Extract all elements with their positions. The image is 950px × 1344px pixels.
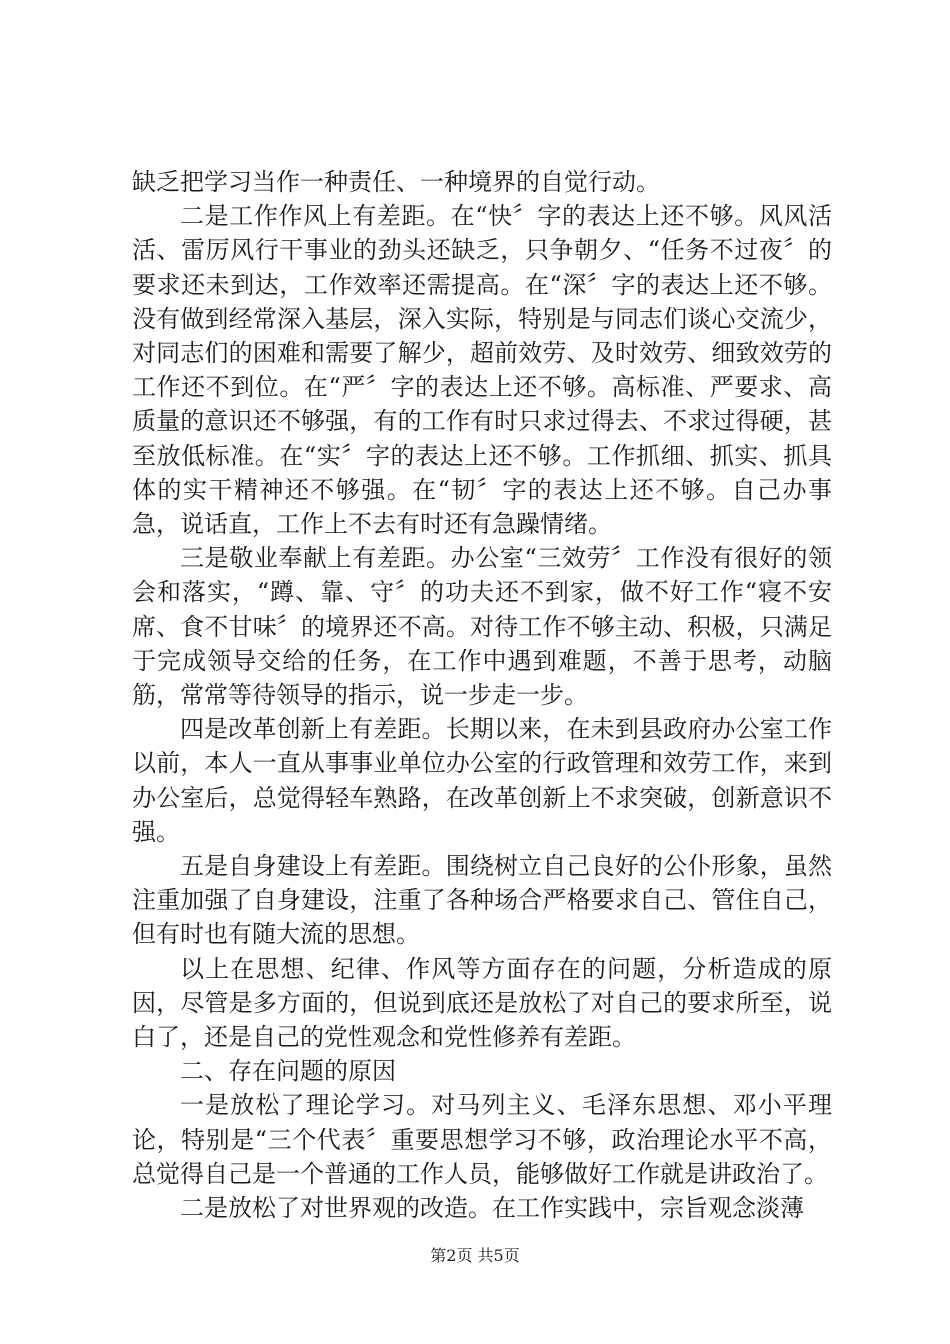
document-body	[132, 165, 832, 1225]
paragraph-theory-study: 一是放松了理论学习。对马列主义、毛泽东思想、邓小平理论，特别是“三个代表〞重要思想学习不够，政治理论水平不高，总觉得自己是一个普通的工作人员，能够做好工作就是讲政治了。	[132, 1091, 832, 1188]
section-heading-causes: 二、存在问题的原因	[180, 1057, 396, 1086]
paragraph-work-style: 二是工作作风上有差距。在“快〞字的表达上还不够。风风活活、雷厉风行干事业的劲头还缺乏，只争朝夕、“任务不过夜〞的要求还未到达，工作效率还需提高。在“深〞字的表达上还不够。没有做到经常深入基层，深入实际，特别是与同志们谈心交流少，对同志们的困难和需要了解少，超前效劳、及时效劳、细致效劳的工作还不到位。在“严〞字的表达上还不够。高标准、严要求、高质量的意识还不够强，有的工作有时只求过得去、不求过得硬，甚至放低标准。在“实〞字的表达上还不够。工作抓细、抓实、抓具体的实干精神还不够强。在“韧〞字的表达上还不够。自己办事急，说话直，工作上不去有时还有急躁情绪。	[132, 202, 832, 539]
paragraph-continuation: 缺乏把学习当作一种责任、一种境界的自觉行动。	[132, 168, 660, 196]
paragraph-dedication: 三是敬业奉献上有差距。办公室“三效劳〞工作没有很好的领会和落实，“蹲、靠、守〞的功夫还不到家，做不好工作“寝不安席、食不甘味〞的境界还不高。对待工作不够主动、积极，只满足于完成领导交给的任务，在工作中遇到难题，不善于思考，动脑筋，常常等待领导的指示，说一步走一步。	[132, 544, 832, 710]
paragraph-self-building: 五是自身建设上有差距。围绕树立自己良好的公仆形象，虽然注重加强了自身建设，注重了各种场合严格要求自己、管住自己，但有时也有随大流的思想。	[132, 852, 832, 949]
paragraph-summary: 以上在思想、纪律、作风等方面存在的问题，分析造成的原因，尽管是多方面的，但说到底还是放松了对自己的要求所至，说白了，还是自己的党性观念和党性修养有差距。	[132, 954, 832, 1052]
paragraph-worldview: 二是放松了对世界观的改造。在工作实践中，宗旨观念淡薄	[180, 1194, 804, 1223]
paragraph-innovation: 四是改革创新上有差距。长期以来，在未到县政府办公室工作以前，本人一直从事事业单位办公室的行政管理和效劳工作，来到办公室后，总觉得轻车熟路，在改革创新上不求突破，创新意识不强。	[132, 715, 832, 846]
page-number-footer: 第2页 共5页	[430, 1246, 520, 1265]
